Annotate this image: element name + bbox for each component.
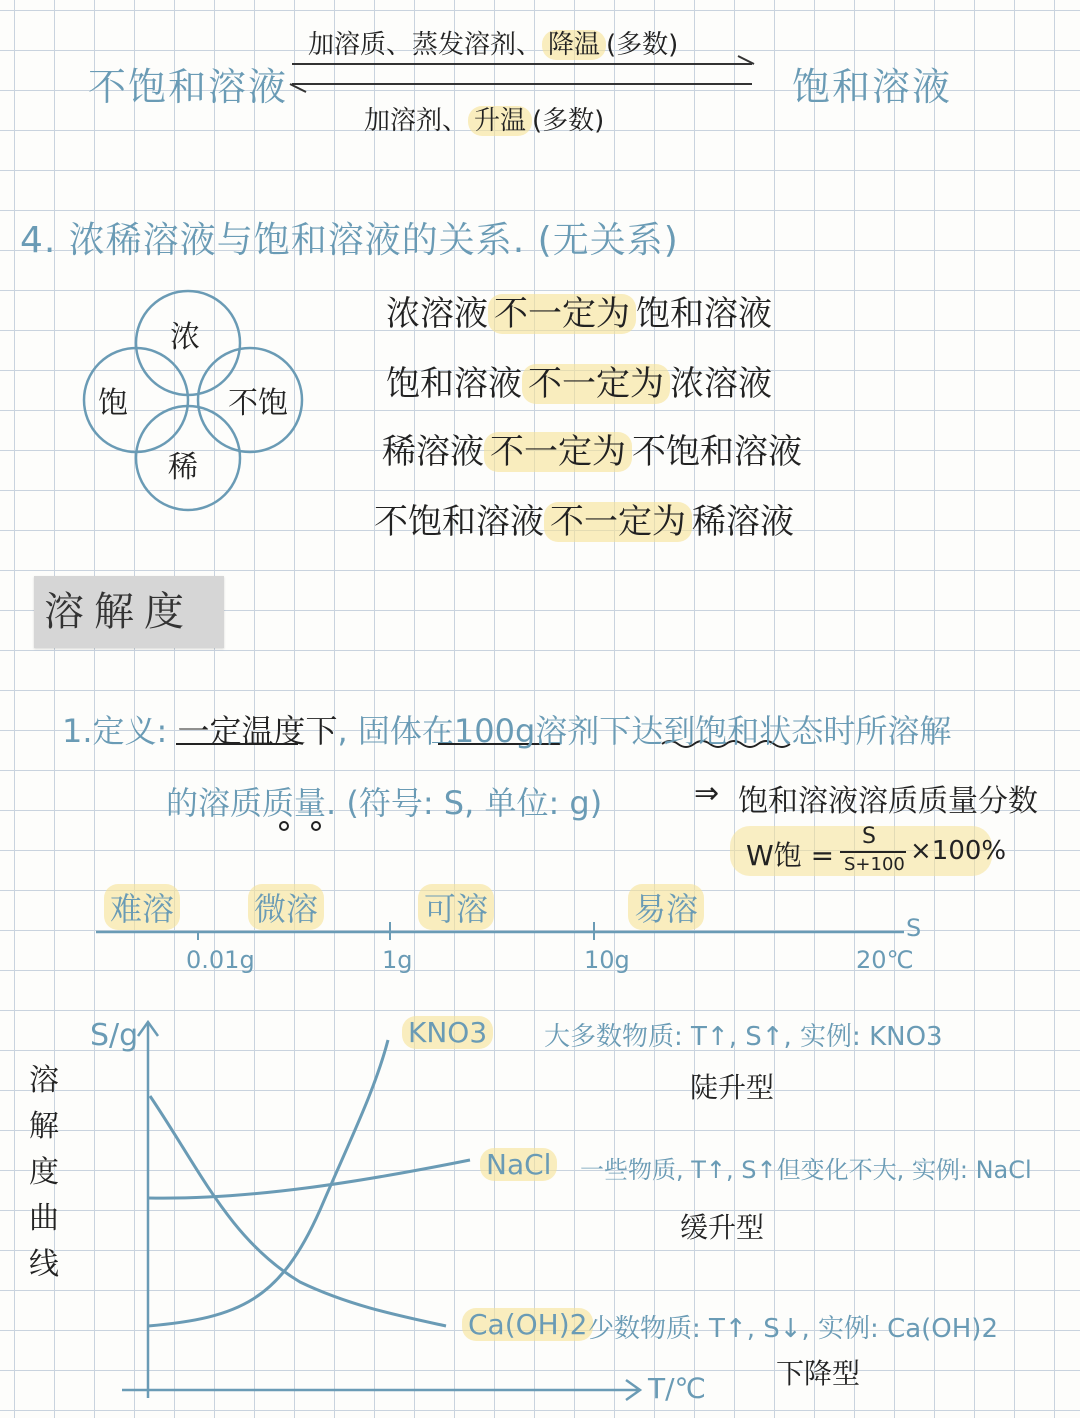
backward-conditions xyxy=(364,100,604,137)
forward-cond-3: (多数) xyxy=(606,30,679,60)
statement-3-object: 不饱和溶液 xyxy=(632,432,802,472)
series-label-caoh2: Ca(OH)2 xyxy=(462,1308,593,1341)
category-soluble: 可溶 xyxy=(418,884,494,930)
forward-arrowhead xyxy=(738,56,754,64)
x-axis-label: T/℃ xyxy=(648,1372,706,1405)
saturated-label: 饱和溶液 xyxy=(792,65,953,109)
statement-1-subject: 浓溶液 xyxy=(386,294,488,334)
circle-label-saturated: 饱 xyxy=(98,386,128,421)
scale-axis-label: S xyxy=(906,914,922,942)
definition-solvent: 100g溶剂 xyxy=(453,712,600,750)
definition-text: , 固体在 xyxy=(337,712,454,750)
category-slightly-soluble: 微溶 xyxy=(248,884,324,930)
vertical-title-char: 线 xyxy=(29,1247,59,1282)
statement-2-qualifier: 不一定为 xyxy=(522,364,670,404)
series-desc-caoh2: 少数物质: T↑, S↓, 实例: Ca(OH)2 xyxy=(588,1314,998,1344)
mass-fraction-label: 饱和溶液溶质质量分数 xyxy=(738,784,1038,819)
tick-label-20c: 20℃ xyxy=(856,946,914,974)
series-desc-kno3: 大多数物质: T↑, S↑, 实例: KNO3 xyxy=(544,1022,943,1052)
backward-cond-2: 升温 xyxy=(468,106,532,136)
curve-caoh2 xyxy=(150,1096,446,1326)
circle-label-dilute: 稀 xyxy=(168,450,198,485)
statement-1-qualifier: 不一定为 xyxy=(488,294,636,334)
vertical-title-char: 溶 xyxy=(29,1063,59,1098)
tick-label-001g: 0.01g xyxy=(186,946,255,974)
backward-cond-1: 加溶剂、 xyxy=(364,106,469,136)
vertical-title-char: 解 xyxy=(29,1109,59,1144)
statement-2 xyxy=(386,356,772,405)
definition-temperature: 一定温度下 xyxy=(177,712,338,750)
statement-3 xyxy=(382,424,802,473)
definition-prefix: 1.定义: xyxy=(62,712,178,750)
backward-cond-3: (多数) xyxy=(532,106,605,136)
series-type-nacl: 缓升型 xyxy=(680,1211,765,1244)
definition-text: 时所溶解 xyxy=(823,712,952,750)
relation-heading: 4. 浓稀溶液与饱和溶液的关系. (无关系) xyxy=(20,220,679,261)
series-type-caoh2: 下降型 xyxy=(776,1357,861,1390)
statement-2-object: 浓溶液 xyxy=(670,364,772,404)
vertical-title xyxy=(22,1058,66,1288)
tick-label-10g: 10g xyxy=(584,946,630,974)
series-label-nacl: NaCl xyxy=(480,1148,557,1181)
formula-lhs: W饱 = xyxy=(746,839,835,872)
vertical-title-char: 度 xyxy=(29,1155,59,1190)
category-very-soluble: 易溶 xyxy=(628,884,704,930)
series-type-kno3: 陡升型 xyxy=(690,1071,775,1104)
statement-3-qualifier: 不一定为 xyxy=(484,432,632,472)
statement-4 xyxy=(374,494,794,543)
definition-saturated: 饱和状态 xyxy=(695,712,824,750)
definition-line-2: 的溶质质量. (符号: S, 单位: g) xyxy=(166,784,603,822)
definition-text: 下达到 xyxy=(599,712,696,750)
definition-arrow: ⇒ xyxy=(694,776,720,811)
vertical-title-char: 曲 xyxy=(29,1201,59,1236)
backward-arrowhead xyxy=(290,84,306,92)
section-title: 溶解度 xyxy=(44,589,194,635)
statement-4-object: 稀溶液 xyxy=(692,502,794,542)
statement-3-subject: 稀溶液 xyxy=(382,432,484,472)
unsaturated-label: 不饱和溶液 xyxy=(88,65,289,109)
formula-rhs: ×100% xyxy=(910,836,1007,866)
formula-numerator: S xyxy=(862,824,876,849)
statement-4-subject: 不饱和溶液 xyxy=(374,502,544,542)
curve-kno3 xyxy=(148,1040,388,1326)
curve-nacl xyxy=(148,1160,470,1198)
y-axis-label: S/g xyxy=(90,1018,139,1053)
section-title-box xyxy=(34,576,224,648)
series-label-kno3: KNO3 xyxy=(402,1016,493,1049)
statement-4-qualifier: 不一定为 xyxy=(544,502,692,542)
circle-label-concentrated: 浓 xyxy=(170,320,200,355)
circle-label-unsaturated: 不饱 xyxy=(228,386,288,421)
series-desc-nacl: 一些物质, T↑, S↑但变化不大, 实例: NaCl xyxy=(580,1156,1032,1184)
forward-cond-2: 降温 xyxy=(542,30,606,60)
forward-conditions xyxy=(308,24,678,61)
statement-1-object: 饱和溶液 xyxy=(636,294,772,334)
forward-cond-1: 加溶质、蒸发溶剂、 xyxy=(308,30,543,60)
statement-2-subject: 饱和溶液 xyxy=(386,364,522,404)
category-insoluble: 难溶 xyxy=(104,884,180,930)
statement-1 xyxy=(386,286,772,335)
definition-line-1 xyxy=(62,706,951,752)
tick-label-1g: 1g xyxy=(382,946,413,974)
formula-denominator: S+100 xyxy=(844,854,905,875)
